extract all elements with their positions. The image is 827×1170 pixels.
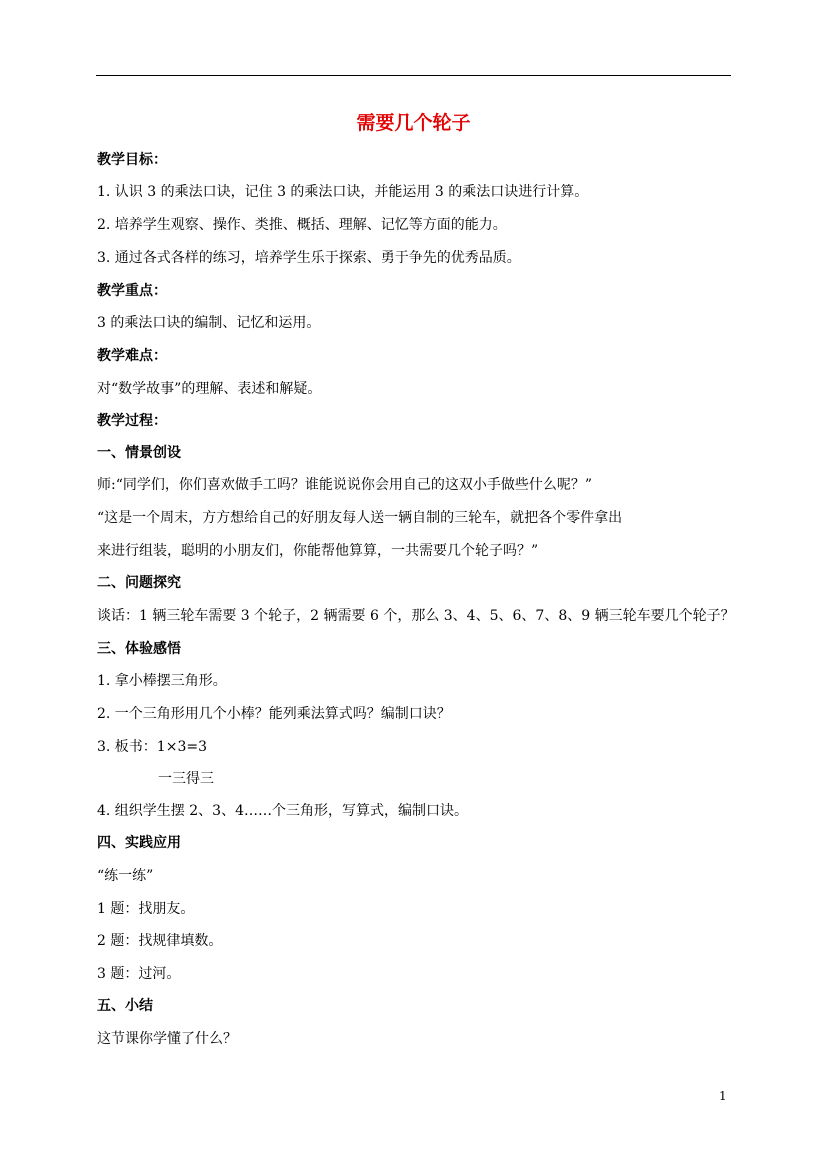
paragraph-line: 1. 认识 3 的乘法口诀，记住 3 的乘法口诀，并能运用 3 的乘法口诀进行计算。 [97, 184, 589, 200]
paragraph-line: 2. 一个三角形用几个小棒？能列乘法算式吗？编制口诀？ [97, 706, 451, 722]
section-heading: 教学目标： [97, 152, 167, 168]
section-heading: 一、情景创设 [97, 445, 181, 461]
paragraph-line: 这节课你学懂了什么？ [97, 1031, 237, 1047]
section-heading: 教学过程： [97, 413, 167, 429]
page-number: 1 [719, 1089, 727, 1103]
paragraph-line: 1 题：找朋友。 [97, 901, 195, 917]
section-heading: 教学难点： [97, 348, 167, 364]
paragraph-line: 谈话：1 辆三轮车需要 3 个轮子，2 辆需要 6 个，那么 3、4、5、6、7、8、9 辆三轮车要几个轮子？ [97, 608, 735, 624]
header-rule [96, 75, 731, 76]
paragraph-line: 2 题：找规律填数。 [97, 933, 223, 949]
section-heading: 教学重点： [97, 283, 167, 299]
paragraph-line: 1. 拿小棒摆三角形。 [97, 673, 227, 689]
paragraph-line: 师:“同学们，你们喜欢做手工吗？谁能说说你会用自己的这双小手做些什么呢？” [97, 477, 593, 493]
document-title: 需要几个轮子 [356, 112, 471, 134]
section-heading: 三、体验感悟 [97, 641, 181, 657]
paragraph-line: 来进行组装，聪明的小朋友们，你能帮他算算，一共需要几个轮子吗？” [97, 543, 539, 559]
paragraph-line: 对“数学故事”的理解、表述和解疑。 [97, 381, 322, 397]
paragraph-line: 4. 组织学生摆 2、3、4……个三角形，写算式，编制口诀。 [97, 803, 468, 819]
paragraph-line: “这是一个周末，方方想给自己的好朋友每人送一辆自制的三轮车，就把各个零件拿出 [97, 510, 623, 526]
section-heading: 四、实践应用 [97, 835, 181, 851]
paragraph-line: 3 题：过河。 [97, 966, 181, 982]
paragraph-line: 2. 培养学生观察、操作、类推、概括、理解、记忆等方面的能力。 [97, 217, 507, 233]
paragraph-line: 一三得三 [158, 771, 214, 787]
section-heading: 五、小结 [97, 998, 153, 1014]
paragraph-line: “练一练” [97, 868, 154, 884]
paragraph-line: 3. 通过各式各样的练习，培养学生乐于探索、勇于争先的优秀品质。 [97, 250, 521, 266]
paragraph-line: 3. 板书：1×3=3 [97, 739, 207, 755]
section-heading: 二、问题探究 [97, 575, 181, 591]
paragraph-line: 3 的乘法口诀的编制、记忆和运用。 [97, 315, 321, 331]
